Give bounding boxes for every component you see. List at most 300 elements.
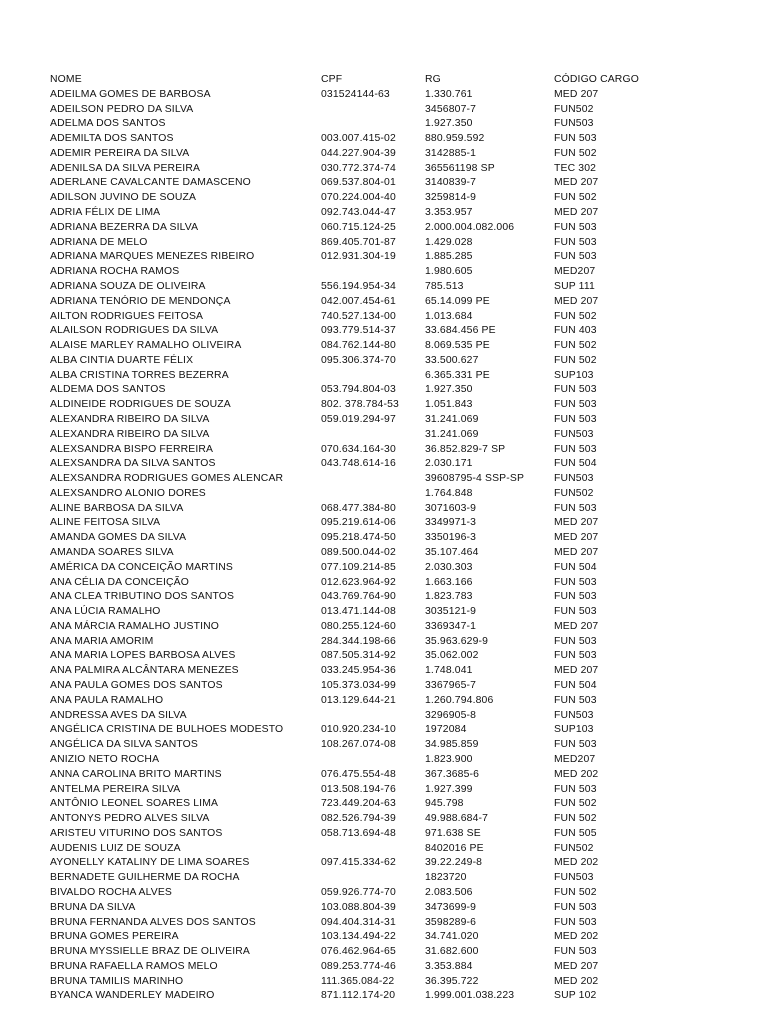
cell-nome: BERNADETE GUILHERME DA ROCHA bbox=[50, 872, 240, 884]
cell-rg: 1.748.041 bbox=[425, 665, 473, 677]
cell-rg: 2.030.171 bbox=[425, 458, 473, 470]
cell-rg: 8.069.535 PE bbox=[425, 340, 490, 352]
cell-codigo-cargo: FUN 503 bbox=[554, 739, 597, 751]
table-row bbox=[50, 354, 654, 369]
cell-rg: 785.513 bbox=[425, 280, 464, 292]
cell-cpf: 084.762.144-80 bbox=[321, 340, 396, 352]
cell-nome: ANNA CAROLINA BRITO MARTINS bbox=[50, 768, 222, 780]
cell-nome: ALBA CINTIA DUARTE FÉLIX bbox=[50, 354, 194, 366]
cell-cpf: 069.537.804-01 bbox=[321, 177, 396, 189]
cell-codigo-cargo: MED 207 bbox=[554, 547, 599, 558]
cell-cpf bbox=[321, 369, 425, 384]
cell-cpf bbox=[321, 842, 425, 857]
cell-rg: 945.798 bbox=[425, 798, 464, 810]
cell-codigo-cargo: FUN 505 bbox=[554, 827, 597, 839]
cell-nome: ADRIANA TENÓRIO DE MENDONÇA bbox=[50, 295, 231, 307]
cell-rg: 880.959.592 bbox=[425, 133, 485, 145]
table-row bbox=[50, 191, 654, 206]
cell-codigo-cargo: FUN502 bbox=[554, 487, 594, 499]
cell-codigo-cargo: FUN 503 bbox=[554, 606, 597, 618]
cell-codigo-cargo: FUN 502 bbox=[554, 310, 597, 322]
table-row bbox=[50, 206, 654, 221]
cell-codigo-cargo: FUN 502 bbox=[554, 886, 597, 898]
cell-codigo-cargo: FUN 503 bbox=[554, 783, 597, 795]
cell-rg: 3296905-8 bbox=[425, 709, 477, 721]
column-header-cpf: CPF bbox=[321, 74, 343, 85]
table-row bbox=[50, 117, 654, 132]
cell-rg: 3071603-9 bbox=[425, 502, 477, 514]
table-row bbox=[50, 945, 654, 960]
cell-rg: 6.365.331 PE bbox=[425, 369, 490, 381]
table-row bbox=[50, 176, 654, 191]
cell-nome: ANA MARIA AMORIM bbox=[50, 635, 154, 647]
cell-rg: 3456807-7 bbox=[425, 103, 477, 115]
cell-cpf: 042.007.454-61 bbox=[321, 295, 396, 307]
cell-codigo-cargo: MED 202 bbox=[554, 768, 599, 780]
cell-nome: ANA PAULA RAMALHO bbox=[50, 694, 164, 706]
cell-cpf: 070.224.004-40 bbox=[321, 192, 396, 204]
table-row bbox=[50, 531, 654, 546]
table-row bbox=[50, 443, 654, 458]
cell-cpf: 053.794.804-03 bbox=[321, 384, 396, 396]
cell-nome: ANIZIO NETO ROCHA bbox=[50, 753, 160, 765]
table-row bbox=[50, 605, 654, 620]
cell-codigo-cargo: MED207 bbox=[554, 266, 596, 278]
cell-nome: ANTÔNIO LEONEL SOARES LIMA bbox=[50, 798, 219, 810]
cell-rg: 2.030.303 bbox=[425, 561, 473, 573]
cell-nome: ALEXSANDRA BISPO FERREIRA bbox=[50, 443, 214, 455]
cell-cpf: 092.743.044-47 bbox=[321, 207, 396, 219]
cell-rg: 36.395.722 bbox=[425, 975, 479, 987]
cell-rg: 1.013.684 bbox=[425, 310, 473, 322]
cell-codigo-cargo: FUN 502 bbox=[554, 340, 597, 352]
cell-cpf: 059.019.294-97 bbox=[321, 413, 396, 425]
cell-cpf: 095.219.614-06 bbox=[321, 517, 396, 529]
cell-cpf: 871.112.174-20 bbox=[321, 990, 396, 1002]
table-row bbox=[50, 975, 654, 990]
cell-cpf: 010.920.234-10 bbox=[321, 724, 396, 736]
cell-rg: 1.663.166 bbox=[425, 576, 473, 588]
cell-nome: ALBA CRISTINA TORRES BEZERRA bbox=[50, 369, 229, 381]
cell-nome: ADRIANA ROCHA RAMOS bbox=[50, 266, 180, 278]
cell-rg: 3367965-7 bbox=[425, 680, 477, 692]
cell-nome: ALDEMA DOS SANTOS bbox=[50, 384, 166, 396]
cell-cpf: 089.253.774-46 bbox=[321, 960, 396, 972]
table-row bbox=[50, 472, 654, 487]
table-row bbox=[50, 812, 654, 827]
table-row bbox=[50, 457, 654, 472]
cell-rg: 971.638 SE bbox=[425, 827, 481, 839]
table-row bbox=[50, 221, 654, 236]
cell-codigo-cargo: MED 207 bbox=[554, 88, 599, 100]
cell-codigo-cargo: FUN 403 bbox=[554, 325, 597, 337]
cell-cpf: 094.404.314-31 bbox=[321, 916, 396, 928]
table-row bbox=[50, 709, 654, 724]
cell-codigo-cargo: MED 207 bbox=[554, 960, 599, 972]
cell-cpf: 043.769.764-90 bbox=[321, 591, 396, 603]
cell-rg: 3035121-9 bbox=[425, 606, 477, 618]
cell-rg: 2.000.004.082.006 bbox=[425, 221, 515, 233]
cell-codigo-cargo: FUN 503 bbox=[554, 133, 597, 145]
cell-nome: AILTON RODRIGUES FEITOSA bbox=[50, 310, 204, 322]
cell-cpf: 076.475.554-48 bbox=[321, 768, 396, 780]
table-row bbox=[50, 664, 654, 679]
cell-nome: ADRIA FÉLIX DE LIMA bbox=[50, 207, 161, 219]
table-row bbox=[50, 797, 654, 812]
cell-codigo-cargo: FUN 503 bbox=[554, 413, 597, 425]
cell-codigo-cargo: FUN 503 bbox=[554, 399, 597, 411]
cell-nome: ADELMA DOS SANTOS bbox=[50, 118, 166, 130]
cell-nome: ANTONYS PEDRO ALVES SILVA bbox=[50, 813, 210, 825]
cell-cpf: 012.623.964-92 bbox=[321, 576, 396, 588]
table-row bbox=[50, 901, 654, 916]
cell-codigo-cargo: FUN 503 bbox=[554, 650, 597, 662]
cell-rg: 1.823.783 bbox=[425, 591, 473, 603]
cell-codigo-cargo: FUN 504 bbox=[554, 458, 597, 470]
cell-cpf: 105.373.034-99 bbox=[321, 680, 396, 692]
cell-cpf: 030.772.374-74 bbox=[321, 162, 396, 174]
cell-codigo-cargo: MED 202 bbox=[554, 975, 599, 987]
cell-codigo-cargo: MED 207 bbox=[554, 620, 599, 632]
column-header-rg: RG bbox=[425, 74, 441, 85]
table-row bbox=[50, 280, 654, 295]
cell-codigo-cargo: FUN 502 bbox=[554, 813, 597, 825]
table-row bbox=[50, 960, 654, 975]
cell-nome: ADEILSON PEDRO DA SILVA bbox=[50, 103, 194, 115]
table-row bbox=[50, 561, 654, 576]
cell-rg: 36.852.829-7 SP bbox=[425, 443, 506, 455]
cell-cpf: 095.218.474-50 bbox=[321, 532, 396, 544]
cell-nome: ADRIANA MARQUES MENEZES RIBEIRO bbox=[50, 251, 255, 263]
cell-rg: 1.980.605 bbox=[425, 266, 473, 278]
table-row bbox=[50, 916, 654, 931]
cell-codigo-cargo: FUN 502 bbox=[554, 798, 597, 810]
table-row bbox=[50, 694, 654, 709]
cell-codigo-cargo: MED 202 bbox=[554, 931, 599, 943]
cell-nome: ADEMILTA DOS SANTOS bbox=[50, 133, 174, 145]
table-row bbox=[50, 930, 654, 945]
table-row bbox=[50, 103, 654, 118]
table-row bbox=[50, 265, 654, 280]
cell-cpf: 013.471.144-08 bbox=[321, 606, 396, 618]
cell-rg: 1823720 bbox=[425, 872, 467, 884]
cell-rg: 1.885.285 bbox=[425, 251, 473, 263]
cell-cpf: 108.267.074-08 bbox=[321, 739, 396, 751]
cell-rg: 1.927.350 bbox=[425, 118, 473, 130]
cell-rg: 1972084 bbox=[425, 724, 467, 736]
cell-codigo-cargo: FUN 503 bbox=[554, 251, 597, 263]
cell-rg: 367.3685-6 bbox=[425, 768, 480, 780]
table-row bbox=[50, 516, 654, 531]
cell-nome: ANA PAULA GOMES DOS SANTOS bbox=[50, 680, 223, 692]
cell-nome: ANGÉLICA DA SILVA SANTOS bbox=[50, 739, 198, 751]
cell-codigo-cargo: FUN 503 bbox=[554, 635, 597, 647]
table-row bbox=[50, 827, 654, 842]
cell-rg: 3.353.884 bbox=[425, 960, 473, 972]
table-row bbox=[50, 88, 654, 103]
table-row bbox=[50, 590, 654, 605]
cell-nome: ALEXANDRA RIBEIRO DA SILVA bbox=[50, 413, 210, 425]
table-row bbox=[50, 310, 654, 325]
cell-nome: ANA PALMIRA ALCÂNTARA MENEZES bbox=[50, 665, 239, 677]
cell-cpf: 082.526.794-39 bbox=[321, 813, 396, 825]
cell-cpf: 869.405.701-87 bbox=[321, 236, 396, 248]
cell-cpf: 059.926.774-70 bbox=[321, 886, 396, 898]
table-row bbox=[50, 738, 654, 753]
table-row bbox=[50, 339, 654, 354]
cell-cpf: 070.634.164-30 bbox=[321, 443, 396, 455]
cell-nome: AMANDA SOARES SILVA bbox=[50, 547, 174, 558]
cell-codigo-cargo: MED 207 bbox=[554, 207, 599, 219]
cell-cpf: 556.194.954-34 bbox=[321, 280, 396, 292]
cell-codigo-cargo: FUN 503 bbox=[554, 221, 597, 233]
table-row bbox=[50, 132, 654, 147]
cell-rg: 31.682.600 bbox=[425, 946, 479, 958]
cell-nome: BYANCA WANDERLEY MADEIRO bbox=[50, 990, 215, 1002]
cell-codigo-cargo: FUN503 bbox=[554, 473, 594, 485]
cell-rg: 3259814-9 bbox=[425, 192, 477, 204]
cell-nome: ALDINEIDE RODRIGUES DE SOUZA bbox=[50, 399, 231, 411]
cell-codigo-cargo: SUP 111 bbox=[554, 280, 595, 292]
cell-cpf bbox=[321, 103, 425, 118]
cell-cpf: 068.477.384-80 bbox=[321, 502, 396, 514]
cell-rg: 1.051.843 bbox=[425, 399, 473, 411]
cell-cpf: 740.527.134-00 bbox=[321, 310, 396, 322]
cell-rg: 31.241.069 bbox=[425, 428, 479, 440]
cell-nome: ADENILSA DA SILVA PEREIRA bbox=[50, 162, 201, 174]
cell-codigo-cargo: FUN 503 bbox=[554, 946, 597, 958]
table-row bbox=[50, 649, 654, 664]
table-row bbox=[50, 546, 654, 561]
cell-rg: 35.062.002 bbox=[425, 650, 479, 662]
cell-nome: BRUNA GOMES PEREIRA bbox=[50, 931, 179, 943]
cell-nome: ANGÉLICA CRISTINA DE BULHOES MODESTO bbox=[50, 724, 284, 736]
cell-nome: ALEXANDRA RIBEIRO DA SILVA bbox=[50, 428, 210, 440]
cell-nome: ANA CLEA TRIBUTINO DOS SANTOS bbox=[50, 591, 235, 603]
cell-nome: ALINE FEITOSA SILVA bbox=[50, 517, 161, 529]
table-row bbox=[50, 856, 654, 871]
cell-cpf: 044.227.904-39 bbox=[321, 147, 396, 159]
cell-rg: 365561198 SP bbox=[425, 162, 495, 174]
cell-rg: 3473699-9 bbox=[425, 901, 477, 913]
cell-cpf: 095.306.374-70 bbox=[321, 354, 396, 366]
cell-nome: ADRIANA BEZERRA DA SILVA bbox=[50, 221, 199, 233]
cell-cpf: 003.007.415-02 bbox=[321, 133, 396, 145]
table-row bbox=[50, 369, 654, 384]
cell-codigo-cargo: FUN 502 bbox=[554, 354, 597, 366]
table-row bbox=[50, 383, 654, 398]
cell-nome: ANA LÚCIA RAMALHO bbox=[50, 606, 161, 618]
cell-cpf bbox=[321, 709, 425, 724]
cell-rg: 3349971-3 bbox=[425, 517, 477, 529]
table-row bbox=[50, 723, 654, 738]
cell-nome: ANA MÁRCIA RAMALHO JUSTINO bbox=[50, 620, 220, 632]
cell-cpf: 097.415.334-62 bbox=[321, 857, 396, 869]
cell-codigo-cargo: SUP 102 bbox=[554, 990, 597, 1002]
cell-rg: 3140839-7 bbox=[425, 177, 477, 189]
cell-codigo-cargo: FUN503 bbox=[554, 118, 594, 130]
table-row bbox=[50, 162, 654, 177]
header-row bbox=[50, 73, 654, 88]
cell-codigo-cargo: FUN 504 bbox=[554, 680, 597, 692]
cell-codigo-cargo: MED 207 bbox=[554, 295, 599, 307]
cell-nome: AMÉRICA DA CONCEIÇÃO MARTINS bbox=[50, 561, 233, 573]
cell-codigo-cargo: FUN503 bbox=[554, 428, 594, 440]
cell-nome: ADRIANA DE MELO bbox=[50, 236, 148, 248]
cell-codigo-cargo: MED 207 bbox=[554, 665, 599, 677]
cell-rg: 34.741.020 bbox=[425, 931, 479, 943]
cell-rg: 1.260.794.806 bbox=[425, 694, 494, 706]
cell-nome: ANA CÉLIA DA CONCEIÇÃO bbox=[50, 576, 189, 588]
cell-cpf bbox=[321, 117, 425, 132]
cell-cpf: 013.129.644-21 bbox=[321, 694, 396, 706]
cell-nome: BRUNA FERNANDA ALVES DOS SANTOS bbox=[50, 916, 256, 928]
cell-nome: ALINE BARBOSA DA SILVA bbox=[50, 502, 184, 514]
cell-cpf bbox=[321, 428, 425, 443]
cell-nome: ALEXSANDRA RODRIGUES GOMES ALENCAR bbox=[50, 473, 284, 485]
cell-codigo-cargo: MED 207 bbox=[554, 532, 599, 544]
cell-codigo-cargo: FUN502 bbox=[554, 103, 594, 115]
table-row bbox=[50, 324, 654, 339]
table-row bbox=[50, 295, 654, 310]
cell-rg: 49.988.684-7 bbox=[425, 813, 489, 825]
cell-rg: 3350196-3 bbox=[425, 532, 477, 544]
cell-codigo-cargo: FUN 503 bbox=[554, 901, 597, 913]
cell-cpf: 802. 378.784-53 bbox=[321, 399, 399, 411]
cell-rg: 3369347-1 bbox=[425, 620, 477, 632]
cell-cpf: 060.715.124-25 bbox=[321, 221, 396, 233]
cell-rg: 39608795-4 SSP-SP bbox=[425, 473, 525, 485]
cell-cpf: 031524144-63 bbox=[321, 88, 390, 100]
table-row bbox=[50, 576, 654, 591]
cell-nome: ANA MARIA LOPES BARBOSA ALVES bbox=[50, 650, 236, 662]
column-header-codigo-cargo: CÓDIGO CARGO bbox=[554, 74, 639, 85]
cell-cpf: 058.713.694-48 bbox=[321, 827, 396, 839]
cell-nome: ANTELMA PEREIRA SILVA bbox=[50, 783, 181, 795]
cell-codigo-cargo: MED207 bbox=[554, 753, 596, 765]
cell-codigo-cargo: FUN503 bbox=[554, 709, 594, 721]
cell-cpf: 087.505.314-92 bbox=[321, 650, 396, 662]
cell-rg: 8402016 PE bbox=[425, 842, 484, 854]
table-row bbox=[50, 768, 654, 783]
cell-rg: 35.107.464 bbox=[425, 547, 479, 558]
cell-nome: ARISTEU VITURINO DOS SANTOS bbox=[50, 827, 223, 839]
cell-rg: 1.999.001.038.223 bbox=[425, 990, 515, 1002]
cell-rg: 34.985.859 bbox=[425, 739, 479, 751]
cell-nome: ADEILMA GOMES DE BARBOSA bbox=[50, 88, 211, 100]
cell-cpf: 077.109.214-85 bbox=[321, 561, 396, 573]
cell-nome: BRUNA MYSSIELLE BRAZ DE OLIVEIRA bbox=[50, 946, 250, 958]
cell-cpf: 723.449.204-63 bbox=[321, 798, 396, 810]
table-row bbox=[50, 428, 654, 443]
cell-nome: ALAILSON RODRIGUES DA SILVA bbox=[50, 325, 219, 337]
table-row bbox=[50, 989, 654, 1004]
cell-rg: 3.353.957 bbox=[425, 207, 473, 219]
cell-codigo-cargo: SUP103 bbox=[554, 369, 594, 381]
cell-cpf bbox=[321, 871, 425, 886]
cell-cpf: 043.748.614-16 bbox=[321, 458, 396, 470]
cell-rg: 3142885-1 bbox=[425, 147, 477, 159]
cell-codigo-cargo: FUN 503 bbox=[554, 576, 597, 588]
cell-cpf: 080.255.124-60 bbox=[321, 620, 396, 632]
cell-nome: ADEMIR PEREIRA DA SILVA bbox=[50, 147, 190, 159]
table-row bbox=[50, 502, 654, 517]
cell-rg: 1.764.848 bbox=[425, 487, 473, 499]
cell-cpf: 103.088.804-39 bbox=[321, 901, 396, 913]
cell-codigo-cargo: MED 207 bbox=[554, 517, 599, 529]
cell-rg: 1.330.761 bbox=[425, 88, 473, 100]
cell-codigo-cargo: TEC 302 bbox=[554, 162, 597, 174]
cell-nome: BRUNA TAMILIS MARINHO bbox=[50, 975, 184, 987]
cell-codigo-cargo: FUN 504 bbox=[554, 561, 597, 573]
cell-cpf: 076.462.964-65 bbox=[321, 946, 396, 958]
cell-codigo-cargo: FUN 502 bbox=[554, 192, 597, 204]
cell-rg: 3598289-6 bbox=[425, 916, 477, 928]
cell-rg: 2.083.506 bbox=[425, 886, 473, 898]
cell-rg: 31.241.069 bbox=[425, 413, 479, 425]
table-row bbox=[50, 886, 654, 901]
cell-rg: 33.500.627 bbox=[425, 354, 479, 366]
table-row bbox=[50, 635, 654, 650]
table-row bbox=[50, 147, 654, 162]
table-row bbox=[50, 487, 654, 502]
cell-codigo-cargo: MED 207 bbox=[554, 177, 599, 189]
cell-rg: 1.823.900 bbox=[425, 753, 473, 765]
table-row bbox=[50, 413, 654, 428]
cell-nome: BRUNA RAFAELLA RAMOS MELO bbox=[50, 960, 218, 972]
table-row bbox=[50, 842, 654, 857]
cell-codigo-cargo: FUN 503 bbox=[554, 694, 597, 706]
cell-cpf: 013.508.194-76 bbox=[321, 783, 396, 795]
cell-codigo-cargo: FUN 503 bbox=[554, 502, 597, 514]
cell-cpf: 103.134.494-22 bbox=[321, 931, 396, 943]
cell-cpf: 111.365.084-22 bbox=[321, 975, 395, 987]
cell-cpf: 033.245.954-36 bbox=[321, 665, 396, 677]
cell-nome: BIVALDO ROCHA ALVES bbox=[50, 886, 172, 898]
cell-codigo-cargo: FUN 503 bbox=[554, 443, 597, 455]
cell-nome: ALEXSANDRA DA SILVA SANTOS bbox=[50, 458, 216, 470]
cell-nome: AUDENIS LUIZ DE SOUZA bbox=[50, 842, 181, 854]
table-row bbox=[50, 679, 654, 694]
cell-cpf: 089.500.044-02 bbox=[321, 547, 396, 558]
cell-codigo-cargo: FUN 502 bbox=[554, 147, 597, 159]
cell-nome: ADILSON JUVINO DE SOUZA bbox=[50, 192, 197, 204]
cell-cpf: 012.931.304-19 bbox=[321, 251, 396, 263]
cell-codigo-cargo: FUN 503 bbox=[554, 591, 597, 603]
cell-cpf: 284.344.198-66 bbox=[321, 635, 396, 647]
cell-rg: 35.963.629-9 bbox=[425, 635, 489, 647]
cell-rg: 1.927.399 bbox=[425, 783, 473, 795]
cell-cpf bbox=[321, 265, 425, 280]
cell-cpf bbox=[321, 472, 425, 487]
cell-rg: 1.429.028 bbox=[425, 236, 473, 248]
column-header-nome: NOME bbox=[50, 74, 82, 85]
cell-nome: ALAISE MARLEY RAMALHO OLIVEIRA bbox=[50, 340, 242, 352]
table-row bbox=[50, 753, 654, 768]
cell-rg: 65.14.099 PE bbox=[425, 295, 490, 307]
cell-rg: 39.22.249-8 bbox=[425, 857, 483, 869]
table-row bbox=[50, 783, 654, 798]
cell-nome: ANDRESSA AVES DA SILVA bbox=[50, 709, 187, 721]
cell-nome: ADERLANE CAVALCANTE DAMASCENO bbox=[50, 177, 251, 189]
table-row bbox=[50, 620, 654, 635]
table-row bbox=[50, 398, 654, 413]
cell-codigo-cargo: SUP103 bbox=[554, 724, 594, 736]
cell-cpf bbox=[321, 753, 425, 768]
cell-nome: AMANDA GOMES DA SILVA bbox=[50, 532, 187, 544]
cell-codigo-cargo: MED 202 bbox=[554, 857, 599, 869]
cell-rg: 1.927.350 bbox=[425, 384, 473, 396]
